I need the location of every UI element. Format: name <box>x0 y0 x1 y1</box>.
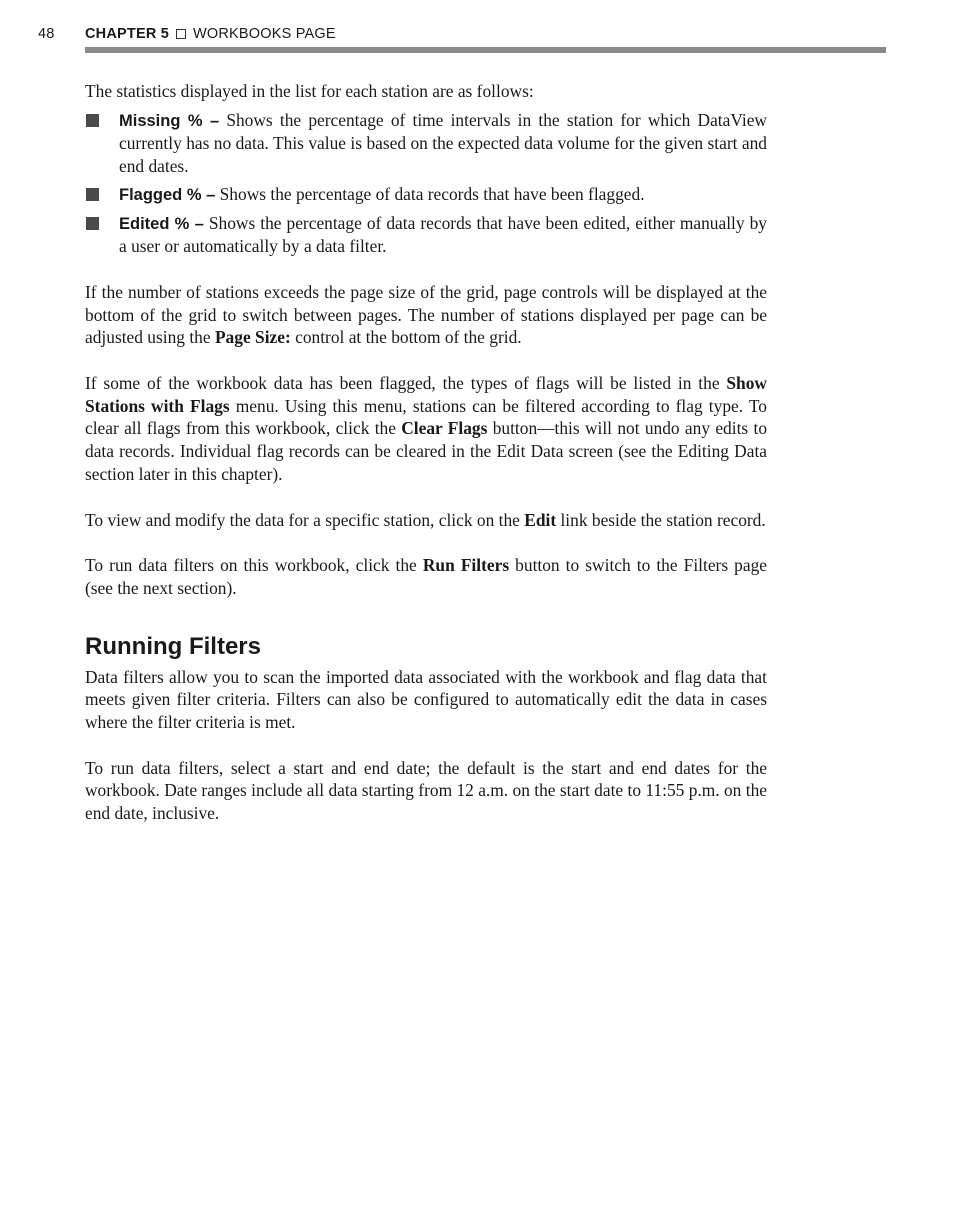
list-item-term: Edited % – <box>119 214 204 233</box>
run-filters-paragraph <box>85 554 767 599</box>
paragraph-text: To view and modify the data for a specific station, click on the <box>85 509 525 530</box>
separator-box-icon <box>176 29 186 39</box>
paragraph-text: link beside the station record. <box>556 509 766 530</box>
clear-flags-term: Clear Flags <box>401 418 488 439</box>
list-item-term: Missing % – <box>119 111 220 130</box>
header-rule <box>85 47 886 53</box>
page-size-paragraph <box>85 281 767 349</box>
paragraph-text: menu. Using this menu, stations can be filtered according to flag type. To clear all flags from this workbook, click the <box>85 395 768 439</box>
filters-paragraph-1: Data filters allow you to scan the imported data associated with the workbook and flag data that meets given filter criteria. Filters can also be configured to automatically edit the data in cases where the filter criteria is met. <box>85 666 767 733</box>
intro-paragraph: The statistics displayed in the list for each station are as follows: <box>85 81 534 101</box>
paragraph-text: button—this will not undo any edits to data records. Individual flag records can be cleared in the Edit Data screen (see the Editing Data section later in this chapter). <box>85 418 768 484</box>
flags-paragraph <box>85 372 767 486</box>
chapter-label: CHAPTER 5 <box>85 26 169 42</box>
run-filters-term: Run Filters <box>422 555 510 576</box>
list-item-term: Flagged % – <box>119 185 216 204</box>
page-number: 48 <box>38 26 55 42</box>
edit-paragraph <box>85 509 767 532</box>
square-bullet-icon <box>86 114 99 127</box>
list-item <box>85 212 767 258</box>
list-item-text: Shows the percentage of data records that have been flagged. <box>215 183 645 204</box>
page-header <box>38 26 886 46</box>
section-label: WORKBOOKS PAGE <box>192 26 336 42</box>
page-size-term: Page Size: <box>214 327 291 348</box>
running-header <box>85 26 336 42</box>
square-bullet-icon <box>86 217 99 230</box>
list-item-text: Shows the percentage of data records that have been edited, either manually by a user or automatically by a data filter. <box>119 212 767 257</box>
square-bullet-icon <box>86 188 99 201</box>
paragraph-text: button to switch to the Filters page (see the next section). <box>85 555 767 598</box>
statistics-list <box>85 109 767 258</box>
list-item-text: Shows the percentage of time intervals in the station for which DataView currently has no data. This value is based on the expected data volume for the given start and end dates. <box>119 109 767 177</box>
paragraph-text: To run data filters on this workbook, click the <box>85 555 423 576</box>
edit-term: Edit <box>524 509 557 530</box>
running-filters-heading: Running Filters <box>85 632 261 660</box>
list-item <box>85 109 767 178</box>
show-stations-with-flags-term: Show Stations with Flags <box>85 373 767 416</box>
page-body <box>85 80 767 825</box>
paragraph-text: If the number of stations exceeds the page size of the grid, page controls will be displayed at the bottom of the grid to switch between pages. The number of stations displayed per page can be adjusted using the <box>85 281 767 348</box>
list-item <box>85 183 767 207</box>
paragraph-text: control at the bottom of the grid. <box>290 327 522 348</box>
filters-paragraph-2: To run data filters, select a start and end date; the default is the start and end dates for the workbook. Date ranges include all data starting from 12 a.m. on the start date to 11:55 p.m. on the end date, inclusive. <box>85 757 767 824</box>
paragraph-text: If some of the workbook data has been flagged, the types of flags will be listed in the <box>85 373 727 394</box>
